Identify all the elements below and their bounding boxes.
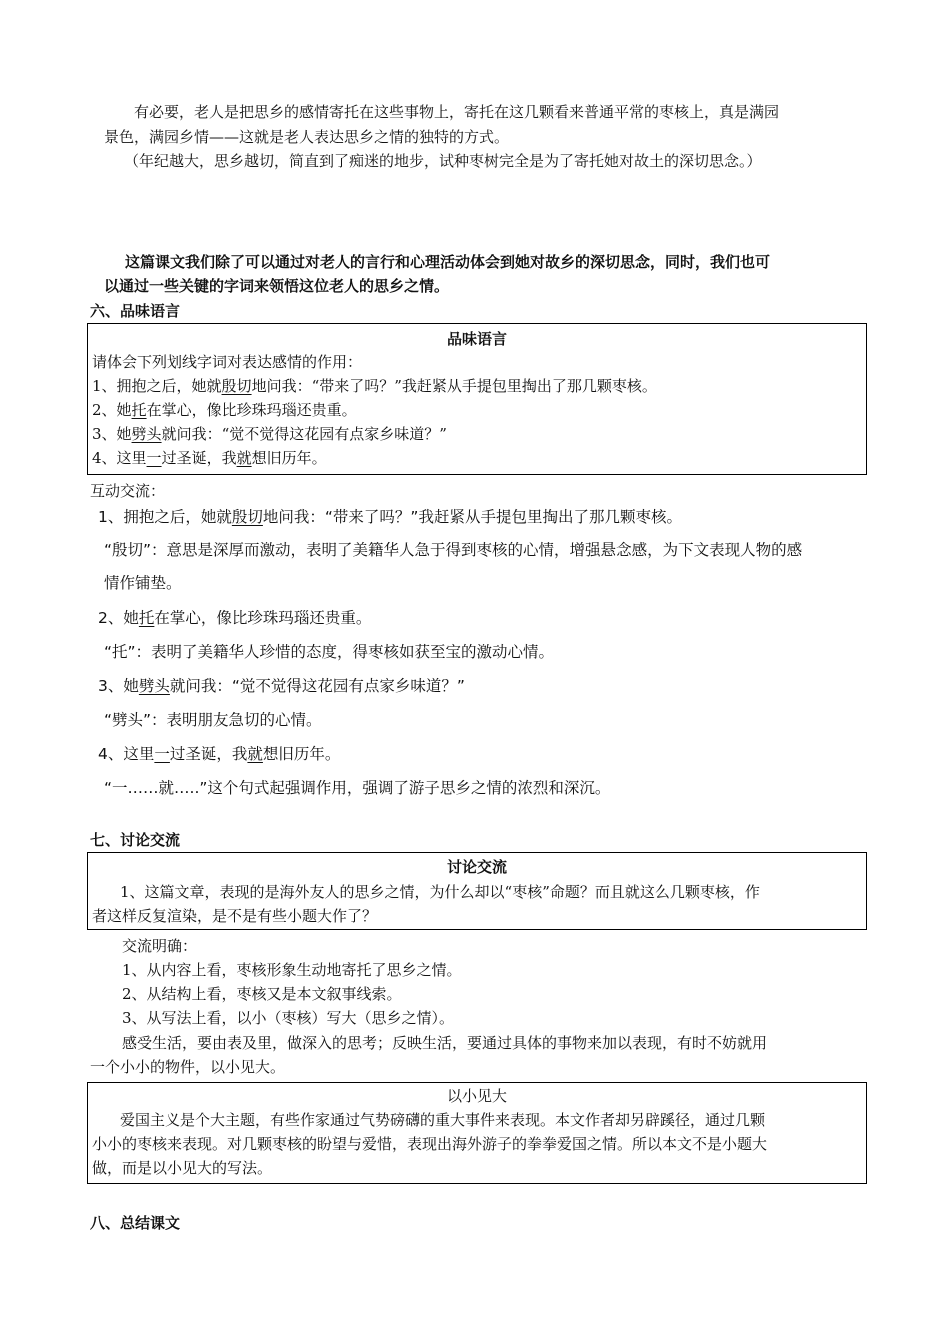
- box-title: 品味语言: [446, 330, 507, 348]
- section-8-heading: 八、总结课文: [90, 1214, 181, 1232]
- interaction-label: 互动交流：: [90, 482, 166, 500]
- section-7-heading: 七、讨论交流: [90, 831, 181, 849]
- box-item-2: 2、她托在掌心，像比珍珠玛瑙还贵重。: [92, 401, 357, 419]
- discussion-question-line-2: 者这样反复渲染，是不是有些小题大作了？: [92, 907, 378, 925]
- box-item-4: 4、这里一过圣诞，我就想旧历年。: [92, 449, 327, 467]
- box-text-line-2: 小小的枣核来表现。对几颗枣核的盼望与爱惜，表现出海外游子的拳拳爱国之情。所以本文不是小题大: [92, 1135, 768, 1153]
- interaction-a3: “劈头”：表明朋友急切的心情。: [104, 711, 322, 729]
- interaction-a4: “一……就…..”这个句式起强调作用，强调了游子思乡之情的浓烈和深沉。: [104, 779, 611, 797]
- box-prompt: 请体会下列划线字词对表达感情的作用：: [92, 353, 363, 371]
- intro-paragraph-line-2: 景色，满园乡情——这就是老人表达思乡之情的独特的方式。: [104, 128, 510, 146]
- interaction-a2: “托”：表明了美籍华人珍惜的态度，得枣核如获至宝的激动心情。: [104, 643, 555, 661]
- discussion-question-line-1: 1、这篇文章，表现的是海外友人的思乡之情，为什么却以“枣核”命题？而且就这么几颗枣核，作: [120, 883, 760, 901]
- intro-parenthetical: （年纪越大，思乡越切，简直到了痴迷的地步，试种枣树完全是为了寄托她对故土的深切思念。）: [124, 152, 762, 170]
- interaction-a1-line-1: “殷切”：意思是深厚而激动，表明了美籍华人急于得到枣核的心情，增强悬念感，为下文表现人物的感: [104, 541, 803, 559]
- section-6-heading: 六、品味语言: [90, 302, 181, 320]
- answer-label: 交流明确：: [122, 937, 198, 955]
- interaction-a1-line-2: 情作铺垫。: [104, 574, 182, 592]
- answer-3: 3、从写法上看，以小（枣核）写大（思乡之情）。: [122, 1009, 455, 1027]
- interaction-q4: 4、这里一过圣诞，我就想旧历年。: [98, 745, 341, 763]
- taolun-jiaoliu-box: [87, 852, 867, 930]
- summary-bold-line-1: 这篇课文我们除了可以通过对老人的言行和心理活动体会到她对故乡的深切思念，同时，我们也可: [125, 253, 771, 271]
- reflection-line-2: 一个小小的物件，以小见大。: [90, 1058, 286, 1076]
- box-text-line-3: 做，而是以小见大的写法。: [92, 1159, 273, 1177]
- answer-1: 1、从内容上看，枣核形象生动地寄托了思乡之情。: [122, 961, 462, 979]
- interaction-q2: 2、她托在掌心，像比珍珠玛瑙还贵重。: [98, 609, 372, 627]
- box-item-3: 3、她劈头就问我：“觉不觉得这花园有点家乡味道？”: [92, 425, 447, 443]
- box-text-line-1: 爱国主义是个大主题，有些作家通过气势磅礴的重大事件来表现。本文作者却另辟蹊径，通过几颗: [120, 1111, 766, 1129]
- answer-2: 2、从结构上看，枣核又是本文叙事线索。: [122, 985, 402, 1003]
- box-title: 讨论交流: [446, 858, 507, 876]
- box-title: 以小见大: [446, 1087, 507, 1105]
- yi-xiao-jian-da-box: [87, 1082, 867, 1184]
- interaction-q1: 1、拥抱之后，她就殷切地问我：“带来了吗？”我赶紧从手提包里掏出了那几颗枣核。: [98, 508, 682, 526]
- reflection-line-1: 感受生活，要由表及里，做深入的思考；反映生活，要通过具体的事物来加以表现，有时不妨就用: [122, 1034, 768, 1052]
- intro-paragraph-line-1: 有必要，老人是把思乡的感情寄托在这些事物上，寄托在这几颗看来普通平常的枣核上，真是满园: [134, 103, 780, 121]
- interaction-q3: 3、她劈头就问我：“觉不觉得这花园有点家乡味道？”: [98, 677, 465, 695]
- box-item-1: 1、拥抱之后，她就殷切地问我：“带来了吗？”我赶紧从手提包里掏出了那几颗枣核。: [92, 377, 657, 395]
- pinwei-yuyan-box: [87, 323, 867, 475]
- summary-bold-line-2: 以通过一些关键的字词来领悟这位老人的思乡之情。: [104, 277, 450, 295]
